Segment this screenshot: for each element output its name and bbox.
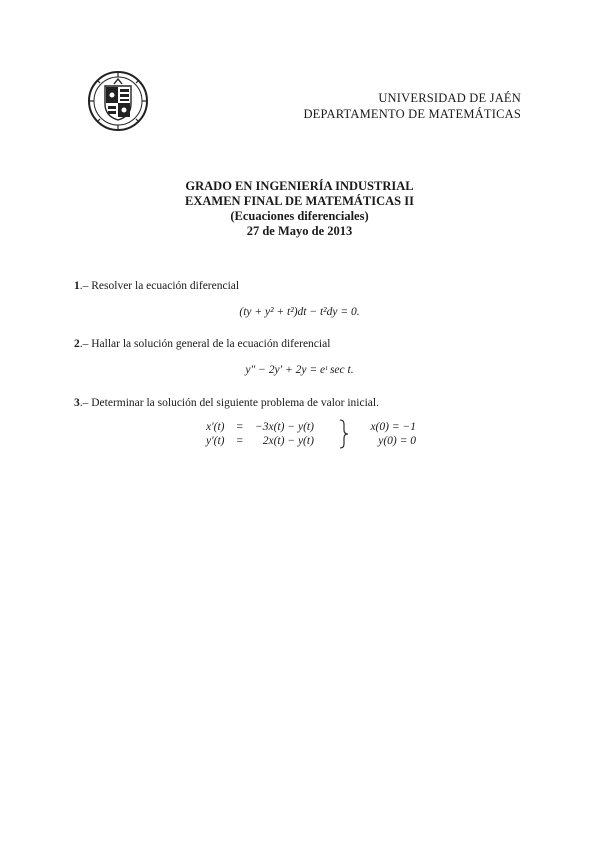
exam-title-block [0, 179, 599, 239]
initial-condition-y: y(0) = 0 [378, 435, 416, 447]
right-brace [338, 419, 350, 449]
problem-statement: Hallar la solución general de la ecuación diferencial [91, 338, 331, 350]
problem-separator: .– [79, 280, 92, 292]
institution-header [303, 90, 521, 122]
initial-condition-x: x(0) = −1 [370, 421, 416, 433]
problem-1-equation: (ty + y² + t²)dt − t²dy = 0. [239, 306, 360, 318]
degree-title: GRADO EN INGENIERÍA INDUSTRIAL [185, 179, 414, 193]
university-seal-logo [87, 70, 149, 132]
problem-number: 2 [74, 338, 80, 350]
exam-subtitle: (Ecuaciones diferenciales) [230, 209, 369, 223]
problem-statement: Determinar la solución del siguiente problema de valor inicial. [91, 397, 379, 409]
system-equals: = [236, 435, 243, 447]
department-name: DEPARTAMENTO DE MATEMÁTICAS [303, 107, 521, 121]
system-rhs: −3x(t) − y(t) [254, 421, 314, 433]
university-name: UNIVERSIDAD DE JAÉN [378, 91, 521, 105]
problem-separator: .– [79, 397, 92, 409]
problem-1 [74, 279, 239, 293]
system-lhs: x′(t) [206, 421, 225, 433]
initial-conditions [358, 420, 416, 448]
problem-number: 1 [74, 280, 80, 292]
problem-2-equation: y″ − 2y′ + 2y = eᵗ sec t. [245, 364, 354, 376]
system-rhs: 2x(t) − y(t) [262, 435, 314, 447]
problem-statement: Resolver la ecuación diferencial [91, 280, 240, 292]
system-row [202, 420, 318, 434]
ode-system [202, 420, 318, 448]
exam-title: EXAMEN FINAL DE MATEMÁTICAS II [185, 194, 414, 208]
system-equals: = [236, 421, 243, 433]
problem-2 [74, 337, 330, 351]
system-row [202, 434, 318, 448]
problem-3 [74, 396, 379, 410]
problem-number: 3 [74, 397, 80, 409]
system-lhs: y′(t) [206, 435, 225, 447]
problem-separator: .– [79, 338, 92, 350]
exam-date: 27 de Mayo de 2013 [246, 224, 353, 238]
